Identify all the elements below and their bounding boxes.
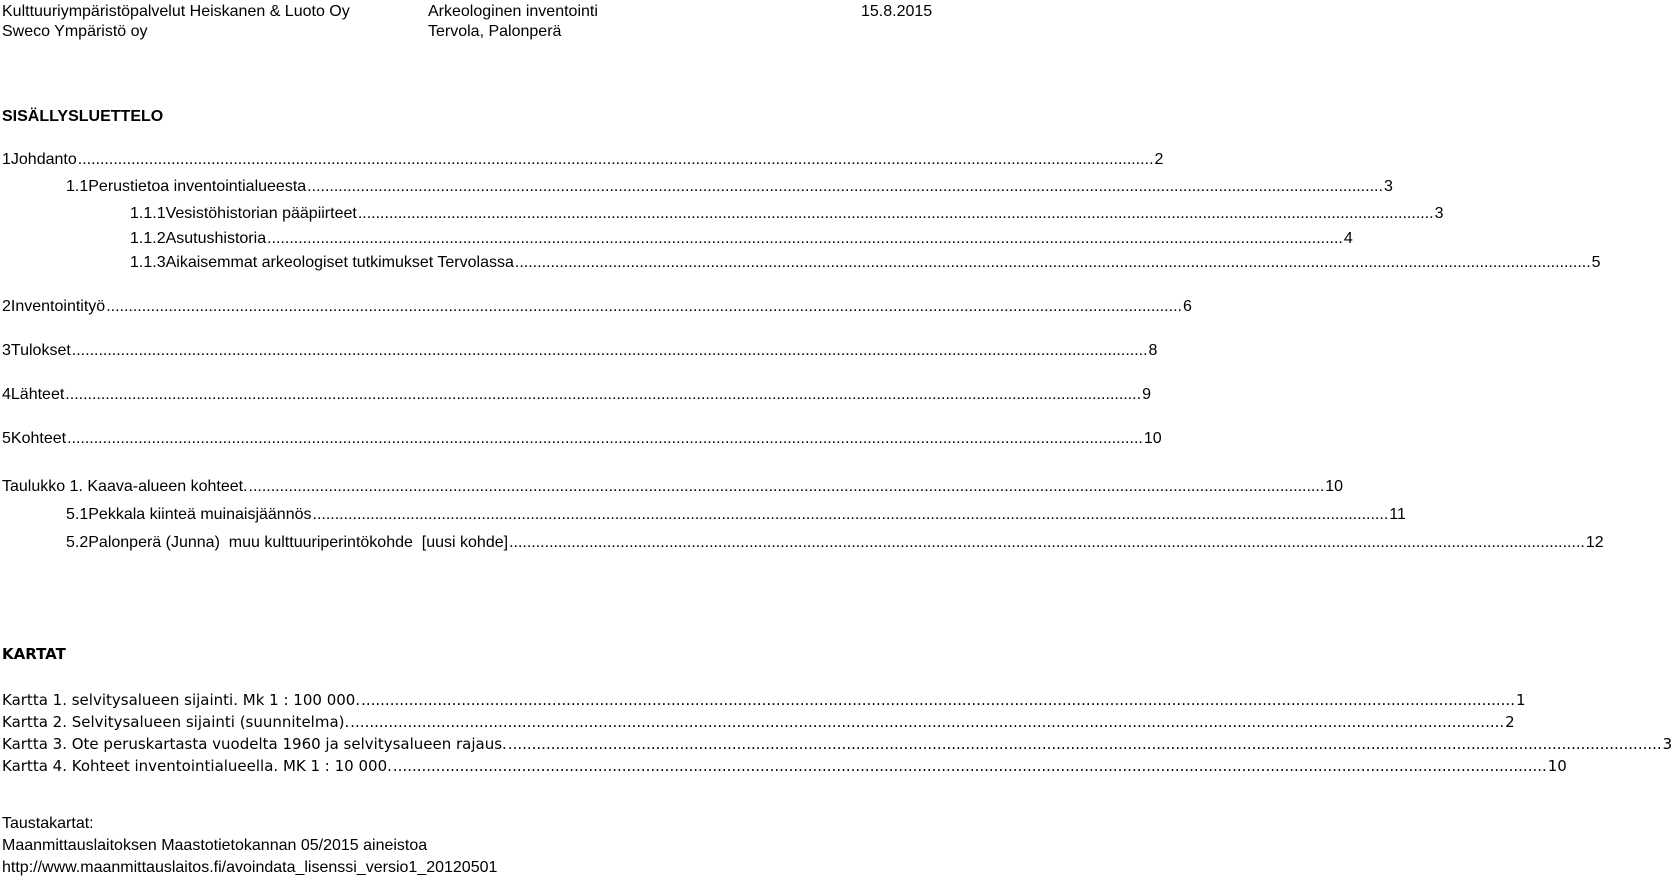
- toc-entry-text: Perustietoa inventointialueesta: [88, 178, 307, 195]
- toc-entry-number: 1.1.3: [130, 254, 166, 271]
- background-maps-block: [2, 813, 497, 879]
- header-middle: [428, 2, 598, 42]
- map-entry[interactable]: [2, 712, 1515, 732]
- toc-entry-table[interactable]: [2, 477, 1344, 497]
- toc-leader-dots: [249, 477, 1325, 497]
- maps-title: KARTAT: [2, 645, 66, 663]
- toc-entry-text: Asutushistoria: [165, 230, 267, 247]
- toc-entry-page: 5: [1591, 254, 1601, 271]
- toc-entry-page: 3: [1383, 178, 1393, 195]
- toc-entry[interactable]: [130, 204, 1444, 224]
- toc-entry-number: 1.1.2: [130, 230, 166, 247]
- toc-leader-dots: [509, 533, 1585, 553]
- map-entry-page: 1: [1515, 691, 1526, 709]
- header-date: [861, 2, 932, 22]
- toc-entry-text: Pekkala kiinteä muinaisjäännös: [88, 506, 312, 523]
- map-entry-text: Kartta 1. selvitysalueen sijainti. Mk 1 : 100 000.: [2, 691, 361, 709]
- map-leader-dots: [361, 690, 1515, 710]
- map-leader-dots: [350, 712, 1504, 732]
- toc-entry-page: 12: [1585, 534, 1604, 551]
- toc-entry-number: 1.1: [66, 178, 89, 195]
- toc-entry-page: 2: [1154, 151, 1164, 168]
- toc-entry-page: 8: [1148, 342, 1158, 359]
- toc-leader-dots: [515, 253, 1591, 273]
- map-leader-dots: [393, 756, 1547, 776]
- company-name-2: Sweco Ympäristö oy: [2, 23, 148, 40]
- toc-entry-number: 1: [2, 151, 11, 168]
- toc-entry-page: 3: [1434, 205, 1444, 222]
- toc-leader-dots: [67, 429, 1143, 449]
- toc-entry-page: 6: [1182, 298, 1192, 315]
- toc-entry[interactable]: [130, 253, 1601, 273]
- report-type: Arkeologinen inventointi: [428, 3, 598, 20]
- company-name-1: Kulttuuriympäristöpalvelut Heiskanen & Luoto Oy: [2, 3, 350, 20]
- toc-entry[interactable]: [66, 505, 1406, 525]
- toc-entry[interactable]: [2, 150, 1164, 170]
- toc-entry[interactable]: [2, 341, 1158, 361]
- toc-entry-number: 5.2: [66, 534, 89, 551]
- toc-entry[interactable]: [2, 385, 1151, 405]
- toc-entry-number: 4: [2, 386, 11, 403]
- background-maps-license-link[interactable]: http://www.maanmittauslaitos.fi/avoindata_lisenssi_versio1_20120501: [2, 859, 498, 876]
- map-entry[interactable]: [2, 734, 1672, 754]
- toc-leader-dots: [72, 341, 1148, 361]
- map-entry-text: Kartta 3. Ote peruskartasta vuodelta 1960 ja selvitysalueen rajaus.: [2, 735, 507, 753]
- report-date: 15.8.2015: [861, 3, 933, 20]
- toc-entry-text: Kohteet: [10, 430, 67, 447]
- map-entry-page: 3: [1662, 735, 1672, 753]
- toc-entry-number: 5: [2, 430, 11, 447]
- toc-leader-dots: [65, 385, 1141, 405]
- toc-leader-dots: [78, 150, 1154, 170]
- map-entry-text: Kartta 2. Selvitysalueen sijainti (suunnitelma).: [2, 713, 350, 731]
- toc-entry-page: 11: [1389, 506, 1406, 523]
- toc-leader-dots: [358, 204, 1434, 224]
- report-location: Tervola, Palonperä: [428, 23, 562, 40]
- toc-entry-text: Lähteet: [10, 386, 65, 403]
- toc-title: SISÄLLYSLUETTELO: [2, 108, 164, 125]
- toc-leader-dots: [106, 297, 1182, 317]
- map-entry-page: 2: [1505, 713, 1515, 731]
- toc-leader-dots: [267, 229, 1343, 249]
- toc-entry-text: Taulukko 1. Kaava-alueen kohteet.: [2, 478, 248, 495]
- toc-entry-text: Johdanto: [10, 151, 77, 168]
- toc-entry[interactable]: [66, 177, 1393, 197]
- toc-entry[interactable]: [130, 229, 1353, 249]
- toc-entry-text: Vesistöhistorian pääpiirteet: [165, 205, 357, 222]
- background-maps-source: Maanmittauslaitoksen Maastotietokannan 05/2015 aineistoa: [2, 837, 428, 854]
- toc-entry-page: 10: [1143, 430, 1162, 447]
- toc-entry-text: Tulokset: [10, 342, 71, 359]
- toc-entry-page: 9: [1142, 386, 1151, 403]
- toc-entry-number: 2: [2, 298, 11, 315]
- map-leader-dots: [508, 734, 1662, 754]
- header-left: [2, 2, 350, 42]
- toc-entry-number: 3: [2, 342, 11, 359]
- toc-leader-dots: [307, 177, 1383, 197]
- toc-entry-text: Palonperä (Junna) muu kulttuuriperintökohde [uusi kohde]: [88, 534, 509, 551]
- toc-entry[interactable]: [2, 429, 1162, 449]
- map-entry[interactable]: [2, 756, 1567, 776]
- toc-entry-page: 10: [1325, 478, 1344, 495]
- toc-entry-text: Aikaisemmat arkeologiset tutkimukset Tervolassa: [165, 254, 514, 271]
- toc-leader-dots: [313, 505, 1389, 525]
- background-maps-label: Taustakartat:: [2, 815, 94, 832]
- map-entry-page: 10: [1547, 757, 1567, 775]
- map-entry[interactable]: [2, 690, 1526, 710]
- toc-entry-number: 1.1.1: [130, 205, 166, 222]
- toc-entry-page: 4: [1343, 230, 1353, 247]
- map-entry-text: Kartta 4. Kohteet inventointialueella. MK 1 : 10 000.: [2, 757, 392, 775]
- toc-entry-number: 5.1: [66, 506, 89, 523]
- toc-entry[interactable]: [66, 533, 1604, 553]
- toc-entry-text: Inventointityö: [10, 298, 106, 315]
- toc-entry[interactable]: [2, 297, 1192, 317]
